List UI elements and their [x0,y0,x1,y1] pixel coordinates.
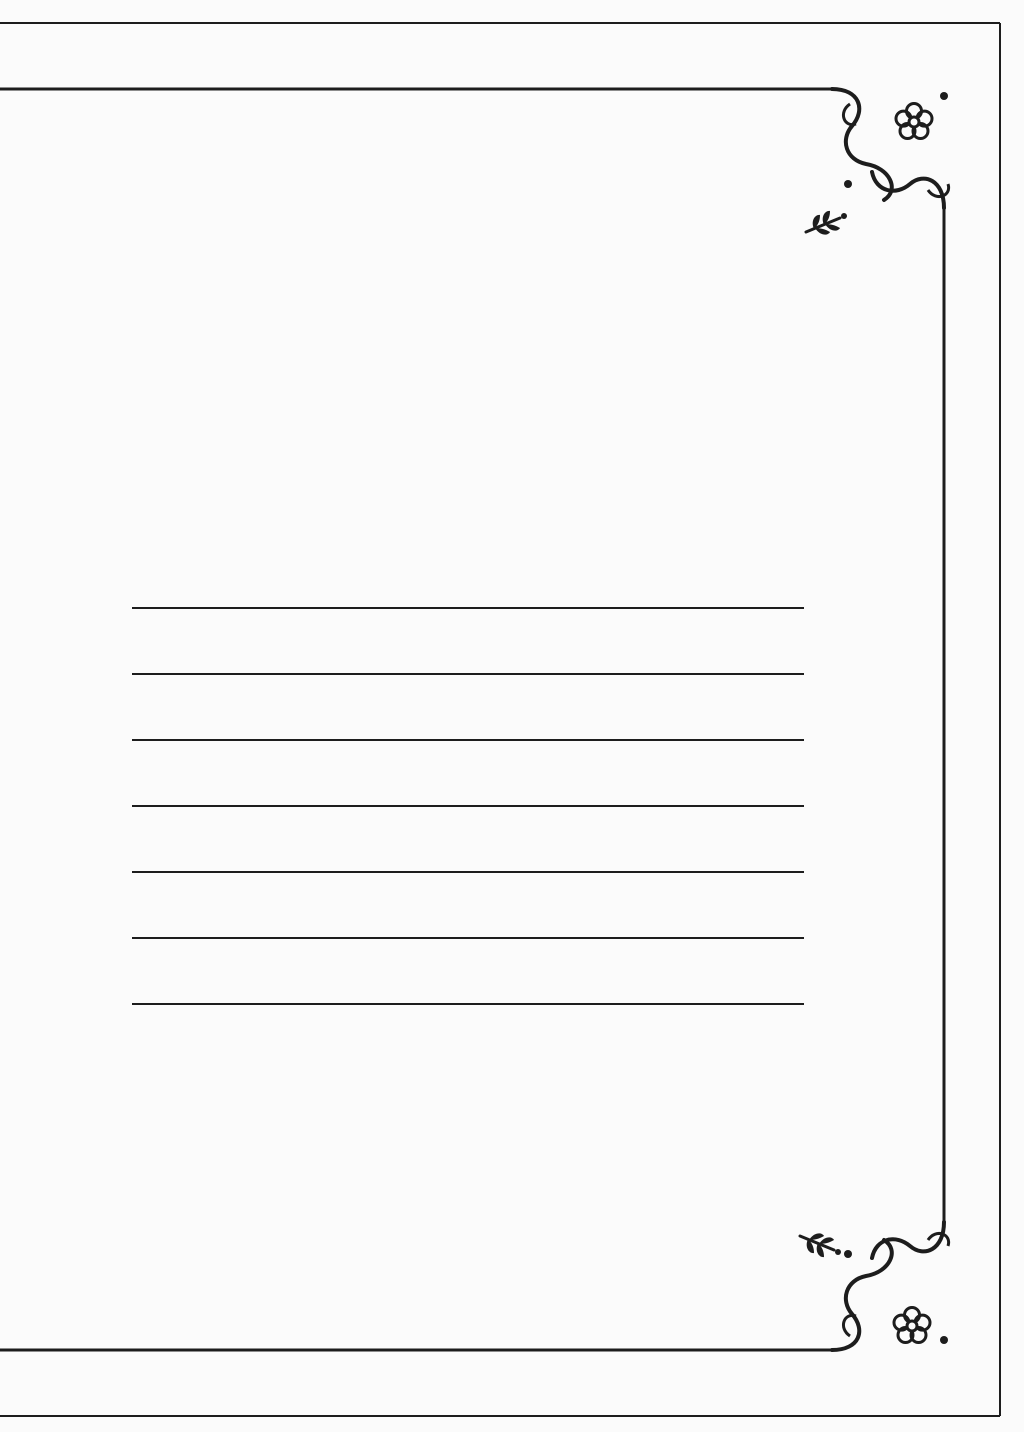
toc-entry-7 [128,947,848,1013]
toc-entry-5 [128,815,848,881]
toc-entry-6 [128,881,848,947]
toc-entry-3 [128,683,848,749]
toc-leader-line [132,673,804,675]
table-of-contents [128,551,848,1013]
toc-entry-2 [128,617,848,683]
toc-entry-4 [128,749,848,815]
toc-leader-line [132,1003,804,1005]
flower-rosette-icon [896,104,932,139]
toc-leader-line [132,739,804,741]
flower-rosette-icon [894,1308,930,1343]
toc-leader-line [132,607,804,609]
leaf-sprig-icon [806,211,847,235]
toc-entry-1 [128,551,848,617]
corner-ornament-bottom-right [800,1222,949,1350]
toc-leader-line [132,805,804,807]
corner-ornament-top-right [806,89,949,235]
leaf-sprig-icon [800,1233,841,1257]
toc-leader-line [132,937,804,939]
toc-leader-line [132,871,804,873]
